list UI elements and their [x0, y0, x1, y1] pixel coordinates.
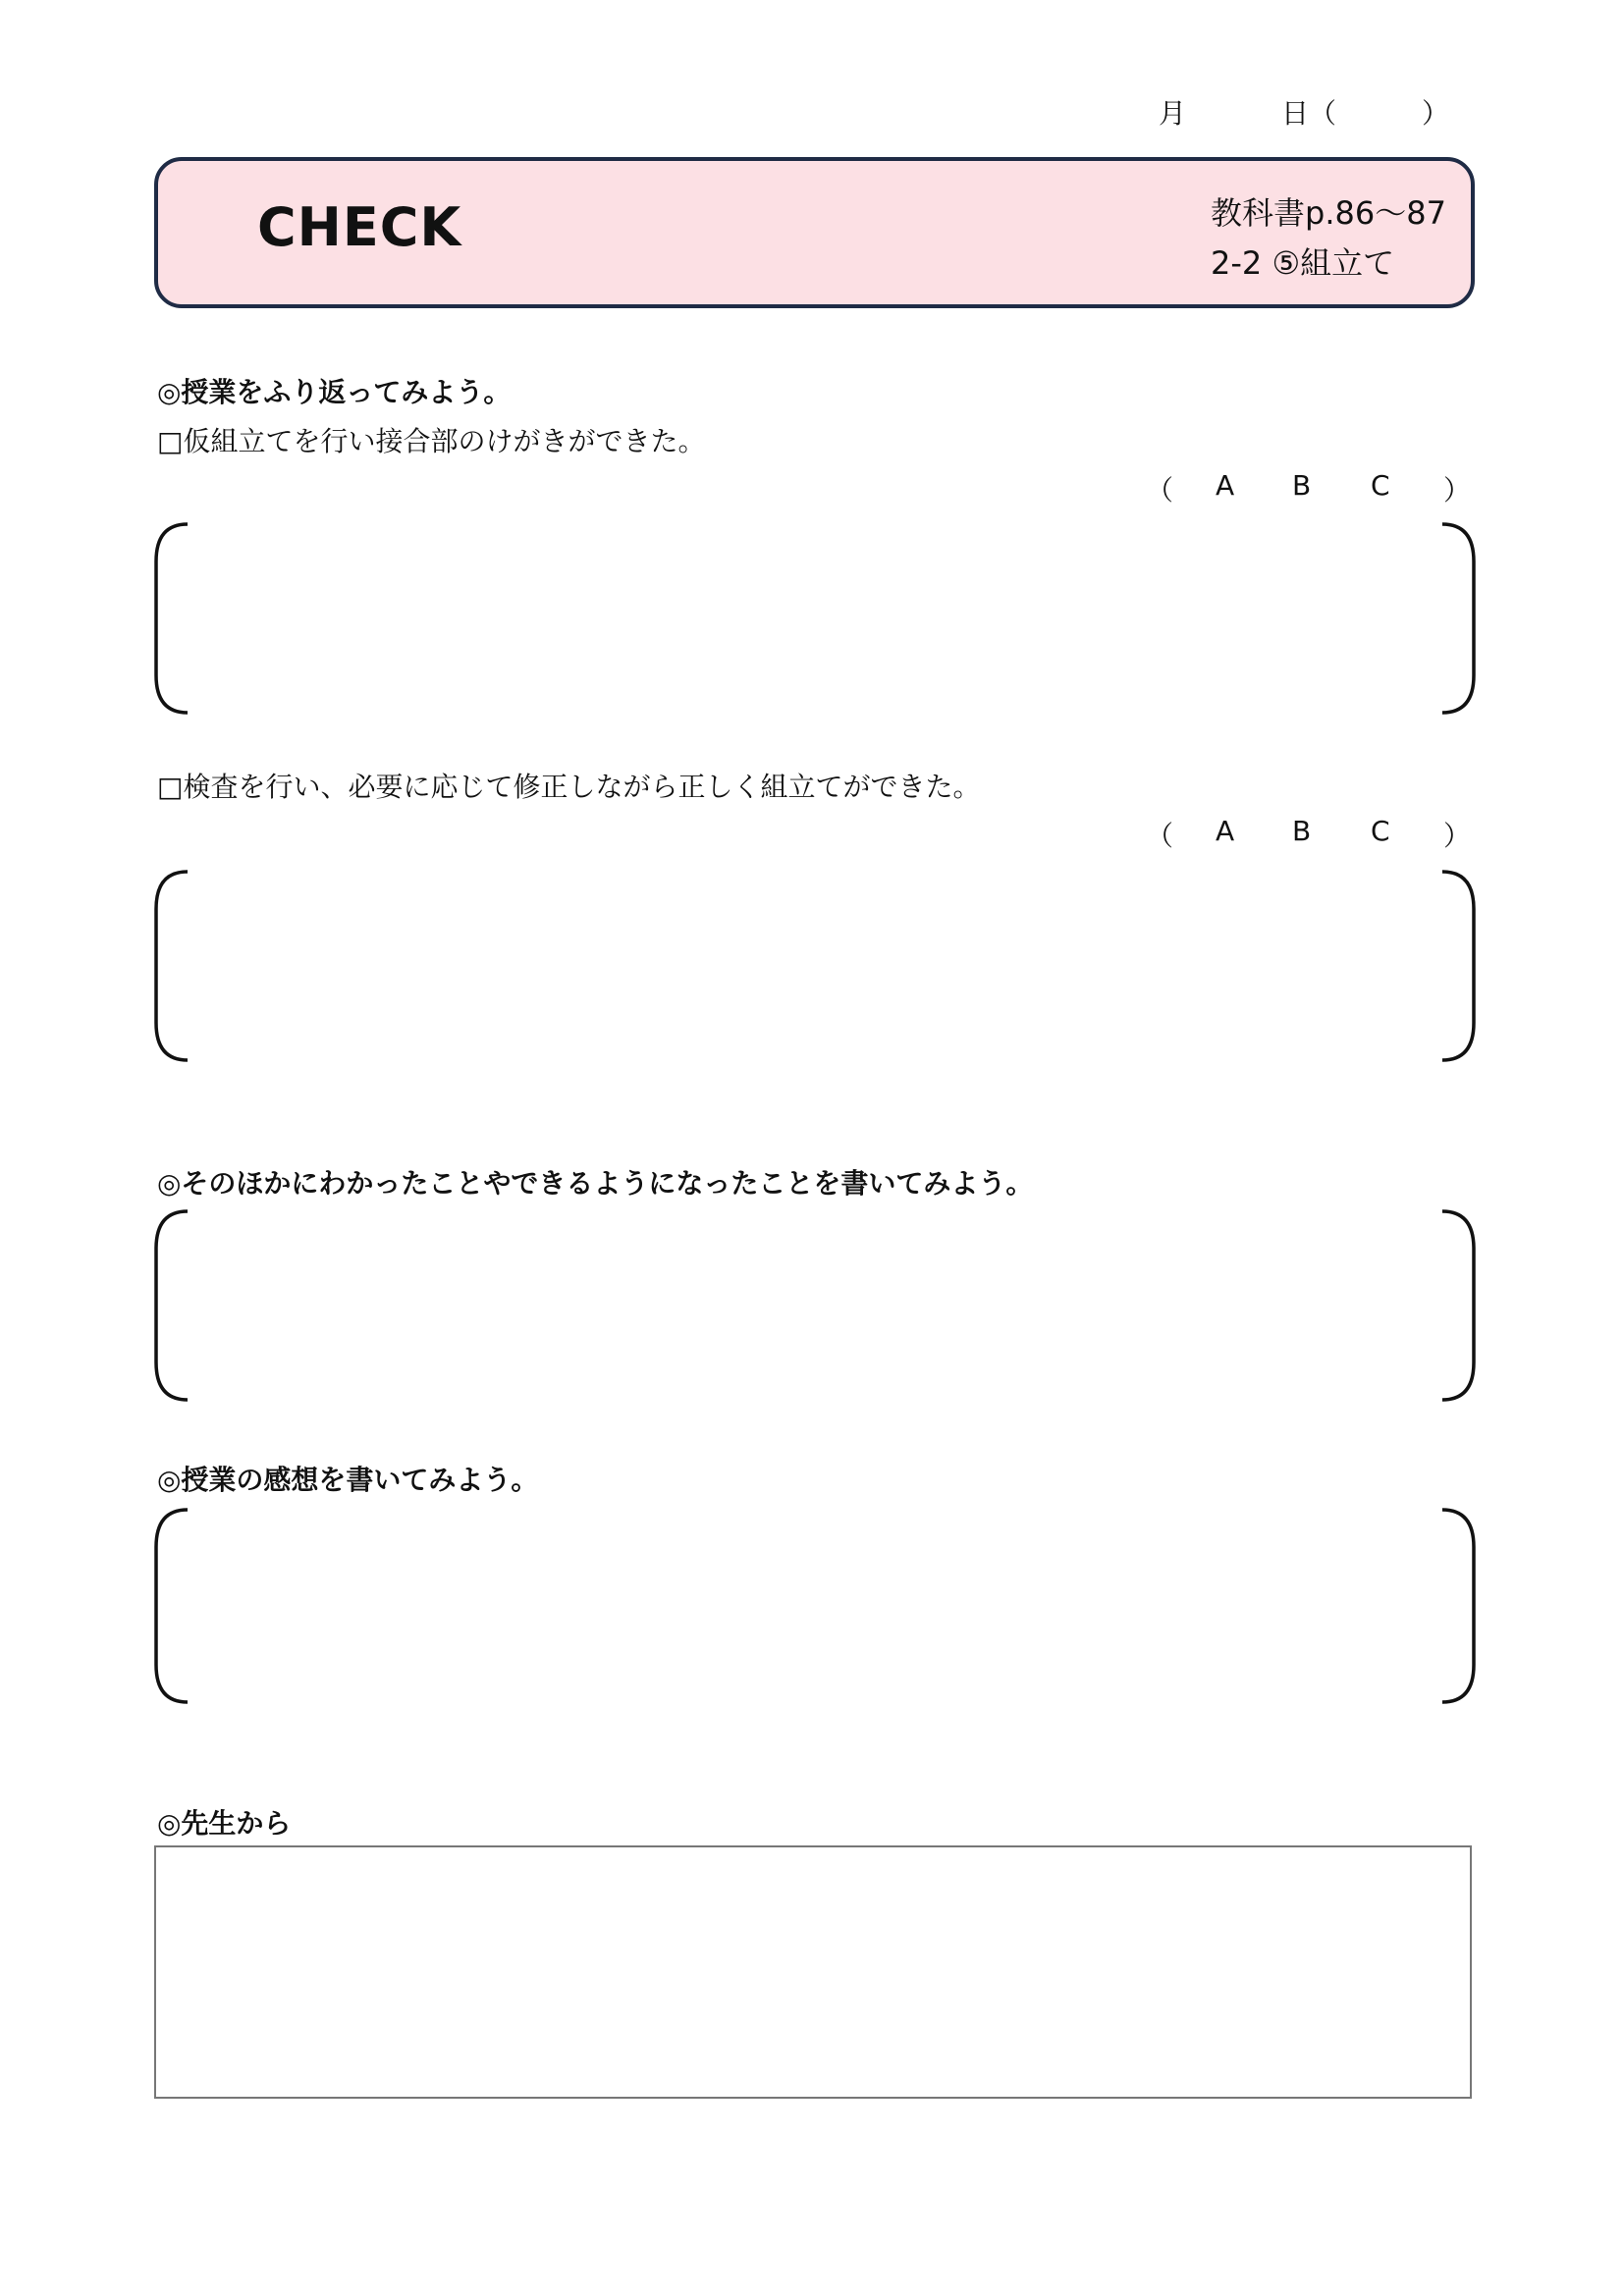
answer-area-2[interactable]: [154, 870, 1476, 1062]
section-heading-review: ◎授業をふり返ってみよう。: [157, 376, 512, 408]
textbook-reference: 教科書p.86～87: [1211, 194, 1446, 232]
section-heading-teacher: ◎先生から: [157, 1807, 292, 1840]
answer-area-4[interactable]: [154, 1508, 1476, 1704]
checklist-item-2: □検査を行い、必要に応じて修正しながら正しく組立てができた。: [157, 771, 981, 803]
page-title: CHECK: [257, 196, 462, 258]
unit-label: 2-2 ⑤組立て: [1211, 244, 1395, 282]
section-heading-impressions: ◎授業の感想を書いてみよう。: [157, 1464, 539, 1496]
answer-area-1[interactable]: [154, 522, 1476, 715]
month-label: 月: [1159, 97, 1187, 130]
day-label: 日（: [1281, 97, 1337, 130]
checklist-item-1: □仮組立てを行い接合部のけがきができた。: [157, 425, 706, 457]
teacher-comment-box: [154, 1845, 1472, 2099]
answer-area-3[interactable]: [154, 1209, 1476, 1402]
section-heading-learned: ◎そのほかにわかったことやできるようになったことを書いてみよう。: [157, 1167, 1034, 1200]
date-close-paren: ）: [1422, 97, 1450, 130]
